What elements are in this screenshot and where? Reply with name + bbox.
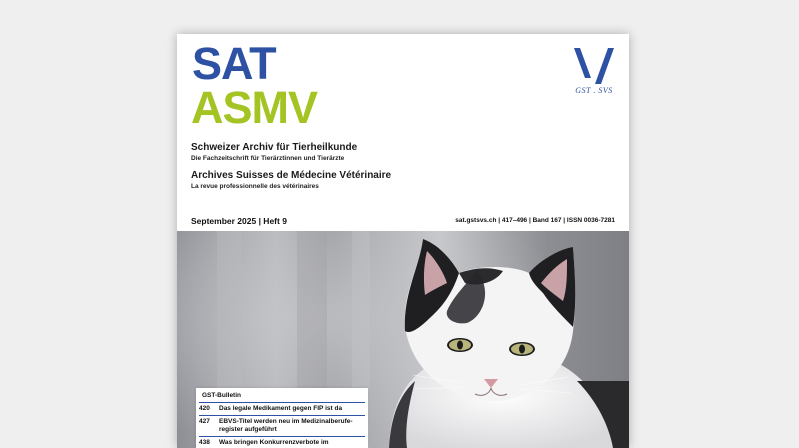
- contents-divider: [199, 402, 365, 403]
- issue-info-row: [191, 215, 615, 227]
- subtitle-german: Die Fachzeitschrift für Tierärztinnen und Tierärzte: [191, 155, 345, 162]
- contents-item[interactable]: [199, 418, 365, 434]
- contents-item-text-line1: EBVS-Titel werden neu im Medizinalberufe-: [219, 418, 353, 425]
- title-german: Schweizer Archiv für Tierheilkunde: [191, 142, 358, 153]
- contents-section-title: GST-Bulletin: [202, 392, 241, 399]
- contents-item-text: Was bringen Konkurrenzverbote im: [219, 439, 329, 446]
- gst-svs-logo-text: GST . SVS: [575, 86, 613, 95]
- contents-item-text-line2: register aufgeführt: [219, 426, 277, 433]
- contents-item-page: 420: [199, 405, 210, 412]
- masthead-sat: SAT: [192, 38, 276, 89]
- masthead-asmv: ASMV: [191, 82, 318, 133]
- issue-date: September 2025 | Heft 9: [191, 216, 287, 226]
- gst-svs-logo: [571, 48, 617, 98]
- gst-chevron-logo-icon: [574, 48, 614, 84]
- issue-meta: sat.gstsvs.ch | 417–496 | Band 167 | ISSN 0036-7281: [455, 217, 615, 224]
- contents-divider: [199, 436, 365, 437]
- contents-item-page: 438: [199, 439, 210, 446]
- contents-item-page: 427: [199, 418, 210, 425]
- subtitle-french: La revue professionnelle des vétérinaires: [191, 183, 319, 190]
- contents-divider: [199, 415, 365, 416]
- contents-item-text: Das legale Medikament gegen FIP ist da: [219, 405, 343, 412]
- contents-box: [196, 388, 368, 448]
- title-french: Archives Suisses de Médecine Vétérinaire: [191, 170, 392, 181]
- magazine-cover: [177, 34, 629, 448]
